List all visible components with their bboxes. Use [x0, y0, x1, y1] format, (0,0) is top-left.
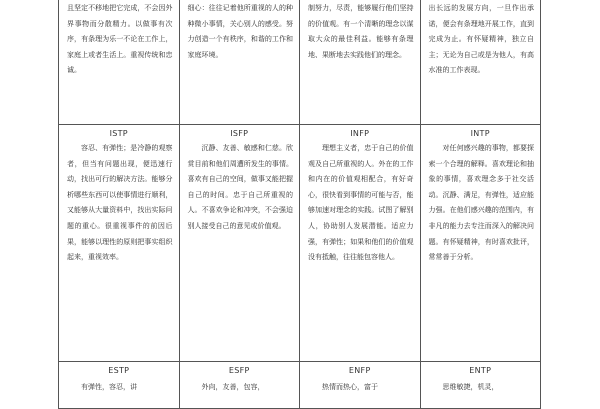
table-cell	[300, 0, 421, 125]
type-heading: ENTP	[469, 366, 492, 375]
cell-description: 对任何感兴趣的事物，都要探索一个合理的解释。喜欢理论和抽象的事情，喜欢理念多于社交活动。沉静、满足，有弹性，适应能力强。在他们感兴趣的范围内，有非凡的能力去专注而深入的解决问题。有怀疑精神，有时喜欢批评，常常善于分析。	[428, 144, 534, 262]
table-row-bottom	[59, 362, 541, 409]
table-row-middle	[59, 125, 541, 362]
personality-type-table	[58, 0, 541, 409]
cell-description: 出长远的发展方向，一旦作出承诺，便会有条理地开展工作，直到完成为止。有怀疑精神，独立自主；无论为自己或是为他人，有高水准的工作表现。	[428, 4, 534, 75]
cell-description: 制努力，尽责，能够履行他们坚持的价值观。有一个清晰的理念以谋取大众的最佳利益。能够有条理地、果断地去实践他们的理念。	[308, 4, 414, 59]
type-heading: ESTP	[108, 366, 130, 375]
cell-description: 思维敏捷，机灵，	[442, 383, 499, 391]
cell-description: 外向，友善，包容，	[201, 383, 265, 391]
cell-description: 容忍、有弹性；是冷静的观察者，但当有问题出现，便迅速行动，找出可行的解决方法。能够分析哪些东西可以使事情进行顺利，又能够从大量资料中，找出实际问题的重心。很重视事件的前因后果，能够以理性的原则把事实组织起来，重视效率。	[67, 144, 173, 262]
table-cell	[59, 0, 180, 125]
cell-description: 理想主义者，忠于自己的价值观及自己所重视的人。外在的工作和内在的价值观相配合，有好奇心，很快看到事情的可能与否，能够加速对理念的实践。试图了解别人，协助别人发展潜能。适应力强，有弹性；如果和他们的价值观没有抵触，往往能包容他人。	[308, 144, 414, 262]
type-heading: ISTP	[109, 129, 128, 138]
cell-description: 细心：往往记着他所重视的人的种种微小事情，关心别人的感受。努力创造一个有秩序，和谐的工作和家庭环境。	[187, 4, 293, 59]
type-heading: INFP	[350, 129, 370, 138]
cell-description: 沉静、友善、敏感和仁慈。欣赏目前和他们周遭所发生的事情。喜欢有自己的空间，做事又能把握自己的时间。忠于自己所重视的人。不喜欢争论和冲突，不会强迫别人接受自己的意见或价值观。	[187, 144, 293, 230]
table-cell-istp	[59, 125, 180, 362]
cell-description: 有弹性，容忍，讲	[81, 383, 137, 391]
table-cell	[420, 0, 541, 125]
table-cell-esfp	[179, 362, 300, 409]
table-cell-intp	[420, 125, 541, 362]
table-cell-infp	[300, 125, 421, 362]
table-cell-enfp	[300, 362, 421, 409]
type-heading: INTP	[470, 129, 490, 138]
type-heading: ENFP	[348, 366, 371, 375]
table-cell-isfp	[179, 125, 300, 362]
type-heading: ESFP	[228, 366, 250, 375]
cell-description: 热情而热心，富于	[322, 383, 378, 391]
table-cell	[179, 0, 300, 125]
type-heading: ISFP	[230, 129, 249, 138]
table-cell-entp	[420, 362, 541, 409]
table-cell-estp	[59, 362, 180, 409]
cell-description: 且坚定不移地把它完成，不会因外界事物而分散精力。以做事有次序，有条理为乐一不论在工作上，家庭上或者生活上。重视传统和忠诚。	[67, 4, 173, 75]
table-row-top	[59, 0, 541, 125]
